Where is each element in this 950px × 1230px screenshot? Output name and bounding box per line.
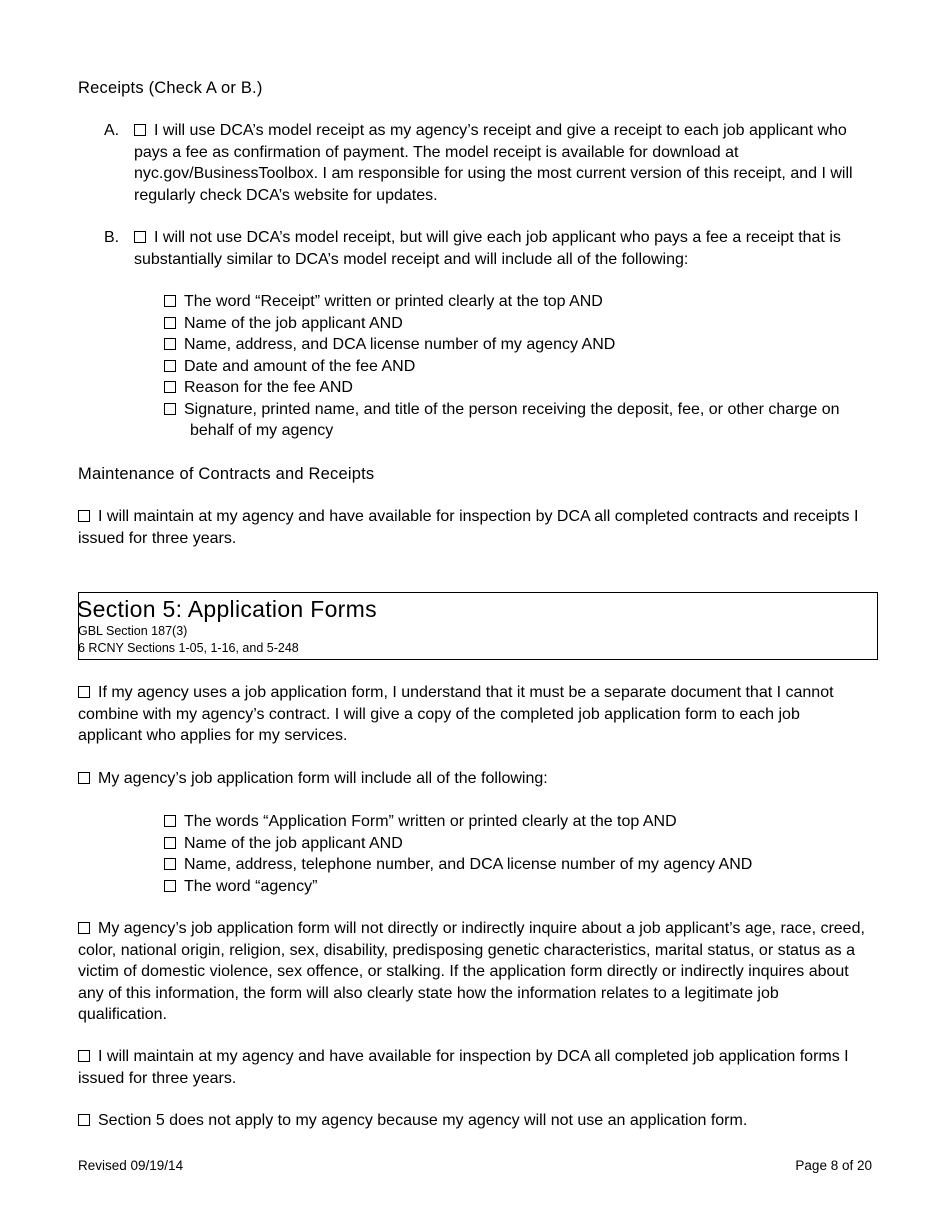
requirement-checkbox[interactable]	[164, 295, 176, 307]
list-item: Reason for the fee AND	[164, 377, 864, 399]
application-form-includes-statement: My agency’s job application form will include all of the following:	[78, 768, 868, 790]
non-discrimination-statement: My agency’s job application form will not directly or indirectly inquire about a job applicant’s age, race, creed, color, national origin, religion, sex, disability, predisposing genetic characteristics, marital status, or status as a victim of domestic violence, sex offence, or stalking. If the application form directly or indirectly inquires about any of this information, the form will also clearly state how the information relates to a legitimate job qualification.	[78, 920, 865, 1023]
list-item: The word “Receipt” written or printed clearly at the top AND	[164, 291, 864, 313]
footer-page-number: Page 8 of 20	[795, 1158, 872, 1173]
section-ref-rcny: 6 RCNY Sections 1-05, 1-16, and 5-248	[78, 641, 299, 655]
section-5-header	[78, 592, 878, 660]
receipt-option-a	[104, 120, 882, 206]
list-item: Name of the job applicant AND	[164, 833, 864, 855]
receipt-option-b	[104, 227, 882, 270]
requirement-checkbox[interactable]	[164, 815, 176, 827]
list-item: Name, address, telephone number, and DCA license number of my agency AND	[164, 854, 864, 876]
list-item: Signature, printed name, and title of the person receiving the deposit, fee, or other charge on behalf of my agency	[164, 399, 864, 442]
receipt-requirements-list	[164, 291, 864, 442]
option-b-checkbox[interactable]	[134, 231, 146, 243]
list-item: Name of the job applicant AND	[164, 313, 864, 335]
list-item: The word “agency”	[164, 876, 864, 898]
requirement-checkbox[interactable]	[164, 880, 176, 892]
paragraph-checkbox[interactable]	[78, 1114, 90, 1126]
option-b-text: I will not use DCA’s model receipt, but will give each job applicant who pays a fee a receipt that is substantially similar to DCA’s model receipt and will include all of the following:	[134, 229, 841, 268]
section-5-not-applicable-statement: Section 5 does not apply to my agency because my agency will not use an application form.	[78, 1110, 868, 1132]
application-form-requirements-list	[164, 811, 864, 897]
option-a-text: I will use DCA’s model receipt as my agency’s receipt and give a receipt to each job applicant who pays a fee as confirmation of payment. The model receipt is available for download at nyc.gov/BusinessToolbox. I am responsible for using the most current version of this receipt, and I will regularly check DCA’s website for updates.	[134, 122, 853, 204]
list-item: Date and amount of the fee AND	[164, 356, 864, 378]
option-a-label: A.	[104, 122, 120, 139]
requirement-checkbox[interactable]	[164, 403, 176, 415]
list-item: The words “Application Form” written or printed clearly at the top AND	[164, 811, 864, 833]
maintenance-statement: I will maintain at my agency and have available for inspection by DCA all completed contracts and receipts I issued for three years.	[78, 508, 859, 547]
application-form-maintenance-statement: I will maintain at my agency and have available for inspection by DCA all completed job application forms I issued for three years.	[78, 1048, 849, 1087]
receipts-heading: Receipts (Check A or B.)	[78, 79, 263, 97]
maintenance-heading: Maintenance of Contracts and Receipts	[78, 465, 375, 483]
paragraph-checkbox[interactable]	[78, 922, 90, 934]
list-item: Name, address, and DCA license number of my agency AND	[164, 334, 864, 356]
paragraph-checkbox[interactable]	[78, 1050, 90, 1062]
paragraph-checkbox[interactable]	[78, 772, 90, 784]
requirement-checkbox[interactable]	[164, 360, 176, 372]
requirement-checkbox[interactable]	[164, 338, 176, 350]
section-ref-gbl: GBL Section 187(3)	[78, 624, 188, 638]
requirement-checkbox[interactable]	[164, 381, 176, 393]
requirement-checkbox[interactable]	[164, 858, 176, 870]
requirement-checkbox[interactable]	[164, 317, 176, 329]
section-title: Section 5: Application Forms	[77, 596, 377, 622]
footer-revised-date: Revised 09/19/14	[78, 1158, 184, 1173]
requirement-checkbox[interactable]	[164, 837, 176, 849]
option-b-label: B.	[104, 229, 120, 246]
application-form-separate-statement: If my agency uses a job application form, I understand that it must be a separate document that I cannot combine with my agency’s contract. I will give a copy of the completed job application form to each job applicant who applies for my services.	[78, 684, 834, 744]
paragraph-checkbox[interactable]	[78, 686, 90, 698]
option-a-checkbox[interactable]	[134, 124, 146, 136]
maintenance-checkbox[interactable]	[78, 510, 90, 522]
